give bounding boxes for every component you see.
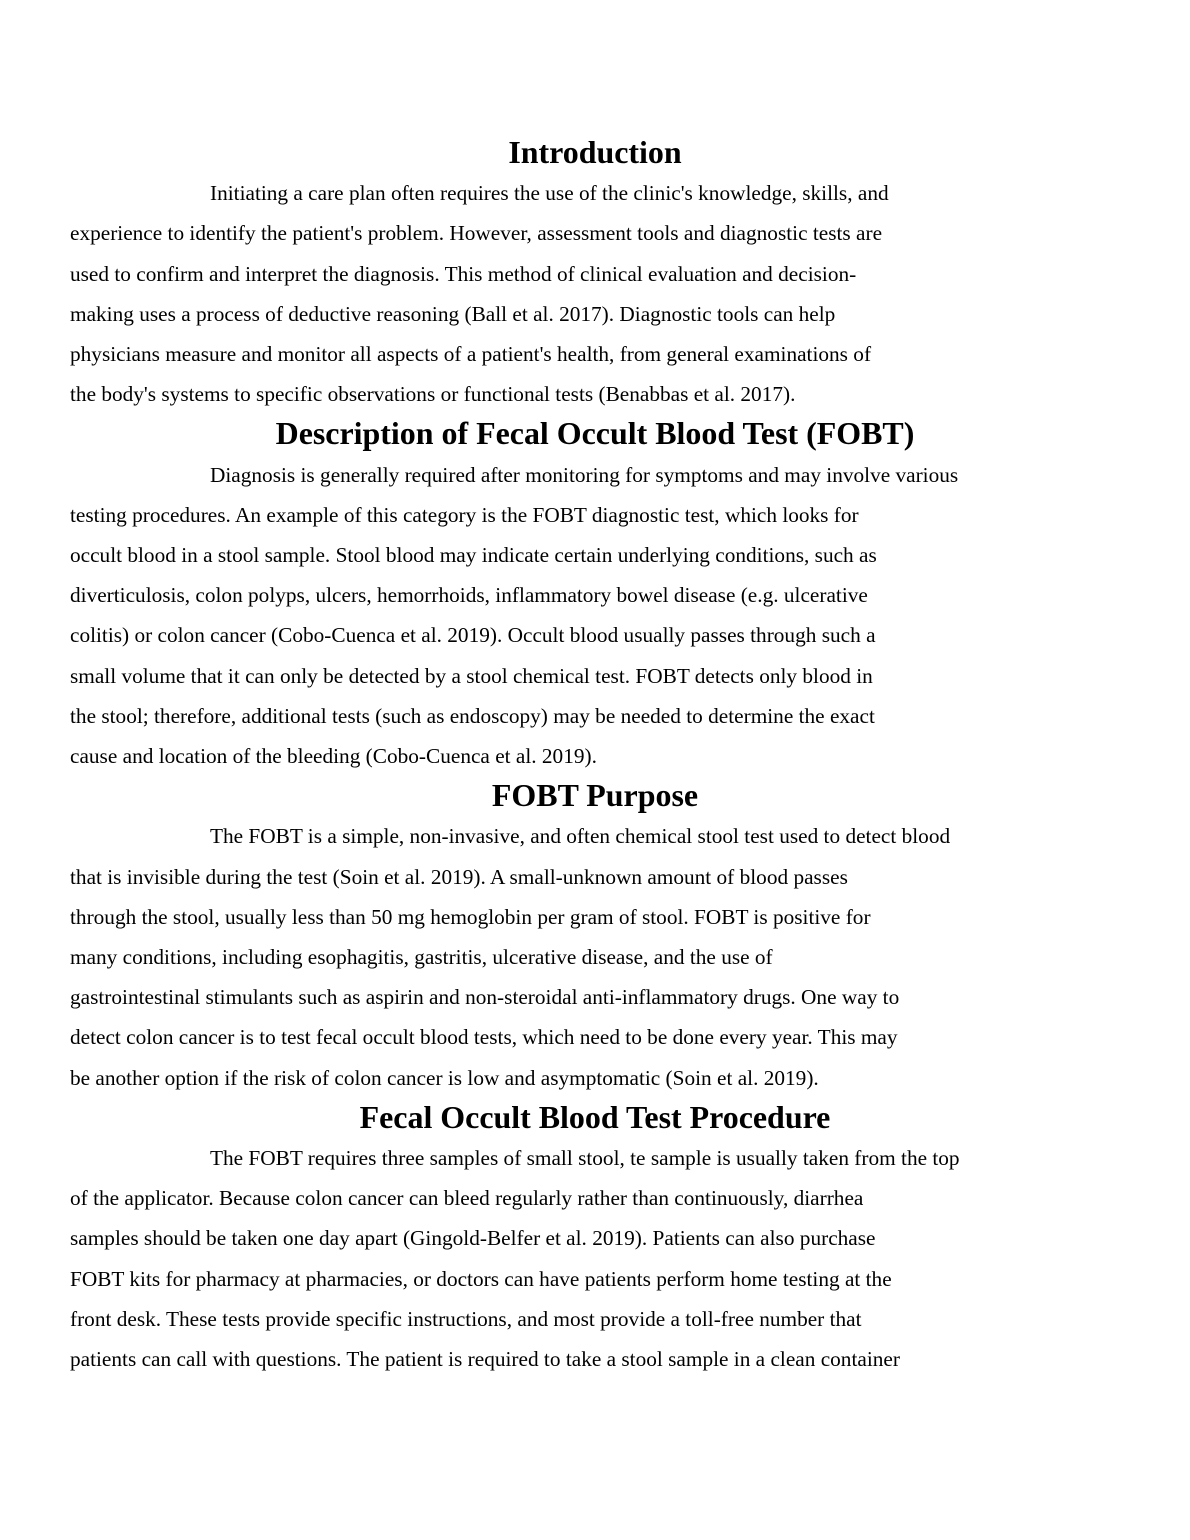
- section-paragraph-fobt-purpose: [70, 816, 1050, 1097]
- text-line: occult blood in a stool sample. Stool blood may indicate certain underlying conditions, such as: [70, 543, 877, 568]
- text-line: colitis) or colon cancer (Cobo-Cuenca et al. 2019). Occult blood usually passes through such a: [70, 623, 876, 648]
- text-line: used to confirm and interpret the diagnosis. This method of clinical evaluation and decision-: [70, 261, 857, 286]
- text-line: be another option if the risk of colon cancer is low and asymptomatic (Soin et al. 2019).: [70, 1065, 819, 1090]
- text-line: many conditions, including esophagitis, gastritis, ulcerative disease, and the use of: [70, 945, 773, 970]
- text-line: through the stool, usually less than 50 mg hemoglobin per gram of stool. FOBT is positive for: [70, 904, 871, 929]
- text-line: FOBT kits for pharmacy at pharmacies, or doctors can have patients perform home testing at the: [70, 1266, 892, 1291]
- section-heading-fobt-purpose: FOBT Purpose: [491, 778, 699, 814]
- text-line: experience to identify the patient's problem. However, assessment tools and diagnostic tests are: [70, 221, 883, 246]
- text-line: testing procedures. An example of this category is the FOBT diagnostic test, which looks for: [70, 502, 859, 527]
- section-heading-fobt-procedure: Fecal Occult Blood Test Procedure: [359, 1099, 831, 1135]
- text-line: gastrointestinal stimulants such as aspirin and non-steroidal anti-inflammatory drugs. One way to: [70, 985, 900, 1010]
- section-heading-introduction: Introduction: [508, 135, 682, 170]
- text-line: The FOBT requires three samples of small stool, te sample is usually taken from the top: [210, 1146, 960, 1171]
- text-line: Initiating a care plan often requires the use of the clinic's knowledge, skills, and: [210, 181, 889, 206]
- text-line: detect colon cancer is to test fecal occult blood tests, which need to be done every year. This may: [70, 1025, 898, 1050]
- text-line: samples should be taken one day apart (Gingold-Belfer et al. 2019). Patients can also purchase: [70, 1226, 876, 1251]
- text-line: The FOBT is a simple, non-invasive, and often chemical stool test used to detect blood: [210, 824, 951, 849]
- text-line: cause and location of the bleeding (Cobo-Cuenca et al. 2019).: [70, 744, 597, 769]
- text-line: making uses a process of deductive reasoning (Ball et al. 2017). Diagnostic tools can help: [70, 301, 836, 326]
- document-body: [70, 133, 1050, 1379]
- text-line: small volume that it can only be detected by a stool chemical test. FOBT detects only blood in: [70, 663, 873, 688]
- text-line: that is invisible during the test (Soin et al. 2019). A small-unknown amount of blood passes: [70, 864, 848, 889]
- text-line: the stool; therefore, additional tests (such as endoscopy) may be needed to determine the exact: [70, 703, 875, 728]
- text-line: diverticulosis, colon polyps, ulcers, hemorrhoids, inflammatory bowel disease (e.g. ulcerative: [70, 583, 868, 608]
- text-line: of the applicator. Because colon cancer can bleed regularly rather than continuously, diarrhea: [70, 1186, 864, 1211]
- section-heading-fobt-description: Description of Fecal Occult Blood Test (FOBT): [275, 416, 915, 452]
- text-line: Diagnosis is generally required after monitoring for symptoms and may involve various: [210, 462, 959, 487]
- text-line: the body's systems to specific observations or functional tests (Benabbas et al. 2017).: [70, 382, 796, 407]
- text-line: front desk. These tests provide specific instructions, and most provide a toll-free number that: [70, 1306, 862, 1331]
- section-paragraph-fobt-description: [70, 455, 1050, 777]
- section-paragraph-introduction: [70, 173, 1050, 414]
- text-line: physicians measure and monitor all aspects of a patient's health, from general examinations of: [70, 342, 872, 367]
- text-line: patients can call with questions. The patient is required to take a stool sample in a clean container: [70, 1347, 900, 1372]
- section-paragraph-fobt-procedure: [70, 1138, 1050, 1379]
